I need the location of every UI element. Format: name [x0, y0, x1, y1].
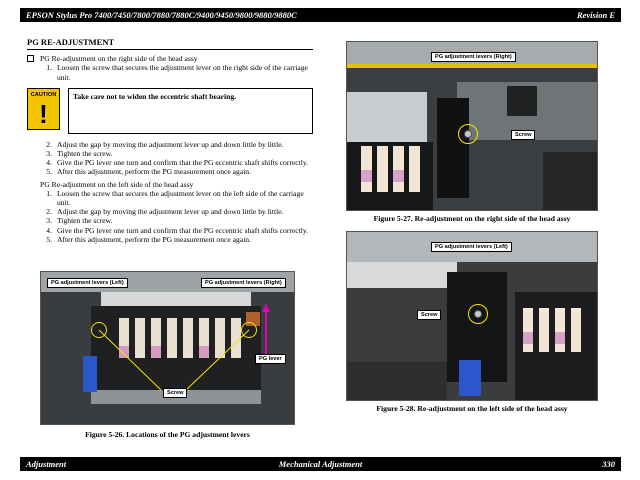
step-item: [40, 167, 313, 176]
step-item: [40, 140, 313, 149]
step-number: 4.: [46, 158, 52, 168]
pg-lever-label: PG lever: [255, 354, 286, 364]
step-text: After this adjustment, perform the PG measurement once again.: [57, 167, 252, 177]
screw-label: Screw: [163, 388, 187, 398]
figure-5-27-photo: [346, 41, 598, 211]
screw-highlight: [468, 304, 488, 324]
section-title: PG RE-ADJUSTMENT: [27, 38, 313, 50]
step-item: [40, 149, 313, 158]
step-item: [40, 189, 313, 207]
figure-5-28-photo: [346, 231, 598, 401]
printer-head-illustration: [41, 272, 295, 425]
step-text: After this adjustment, perform the PG measurement once again.: [57, 234, 252, 244]
right-steps-a: [40, 63, 313, 81]
checkbox-icon: [27, 55, 34, 62]
footer-chapter: Adjustment: [26, 459, 67, 469]
procedure-text: [27, 38, 313, 244]
step-number: 2.: [46, 139, 52, 149]
step-text: Give the PG lever one turn and confirm that the PG eccentric shaft shifts correctly.: [57, 225, 309, 235]
step-item: [40, 216, 313, 225]
step-number: 2.: [46, 207, 52, 217]
left-steps: [40, 189, 313, 244]
screw-label: Screw: [417, 310, 441, 320]
step-text: Loosen the screw that secures the adjustment lever on the left side of the carriage unit.: [57, 188, 304, 208]
revision-label: Revision E: [576, 10, 615, 20]
step-text: Adjust the gap by moving the adjustment lever up and down little by little.: [57, 139, 284, 149]
exclamation-icon: !: [39, 99, 48, 130]
page-number: 330: [602, 459, 615, 469]
step-text: Give the PG lever one turn and confirm that the PG eccentric shaft shifts correctly.: [57, 158, 309, 168]
step-item: [40, 207, 313, 216]
right-steps-b: [40, 140, 313, 177]
intro-text: PG Re-adjustment on the right side of the head assy: [40, 54, 198, 64]
step-item: [40, 226, 313, 235]
caution-icon: [27, 88, 60, 130]
step-number: 4.: [46, 225, 52, 235]
figure-5-26-photo: [40, 271, 295, 425]
step-item: [40, 158, 313, 167]
step-number: 3.: [46, 216, 52, 226]
screw-highlight-right: [241, 322, 257, 338]
step-number: 5.: [46, 167, 52, 177]
caution-label: CAUTION: [30, 91, 57, 98]
step-text: Tighten the screw.: [57, 216, 113, 226]
left-side-title: PG Re-adjustment on the left side of the head assy: [40, 179, 194, 189]
step-text: Loosen the screw that secures the adjustment lever on the right side of the carriage unit.: [57, 63, 308, 82]
step-number: 1.: [46, 63, 52, 73]
pg-levers-left-label: PG adjustment levers (Left): [431, 242, 512, 252]
caution-text: Take care not to widen the eccentric shaft bearing.: [68, 88, 313, 134]
pg-levers-right-label: PG adjustment levers (Right): [431, 52, 516, 62]
page-header: [20, 8, 621, 22]
pg-levers-left-label: PG adjustment levers (Left): [47, 278, 128, 288]
intro-row: [27, 54, 313, 63]
step-text: Tighten the screw.: [57, 149, 113, 159]
figure-5-28-caption: Figure 5-28. Re-adjustment on the left side of the head assy: [376, 404, 568, 413]
screw-label: Screw: [511, 130, 535, 140]
screw-highlight-left: [91, 322, 107, 338]
page-footer: [20, 457, 621, 471]
figure-5-26-caption: Figure 5-26. Locations of the PG adjustment levers: [85, 430, 250, 439]
figure-5-27-caption: Figure 5-27. Re-adjustment on the right side of the head assy: [373, 214, 571, 223]
step-number: 1.: [46, 188, 52, 198]
step-item: [40, 63, 313, 81]
step-number: 5.: [46, 234, 52, 244]
step-item: [40, 235, 313, 244]
step-text: Adjust the gap by moving the adjustment lever up and down little by little.: [57, 207, 284, 217]
caution-block: [27, 88, 313, 134]
step-number: 3.: [46, 149, 52, 159]
footer-section: Mechanical Adjustment: [278, 459, 363, 469]
pg-levers-right-label: PG adjustment levers (Right): [201, 278, 286, 288]
screw-highlight: [458, 124, 478, 144]
manual-title: EPSON Stylus Pro 7400/7450/7800/7880/7880C/9400/9450/9800/9880/9880C: [26, 10, 297, 20]
